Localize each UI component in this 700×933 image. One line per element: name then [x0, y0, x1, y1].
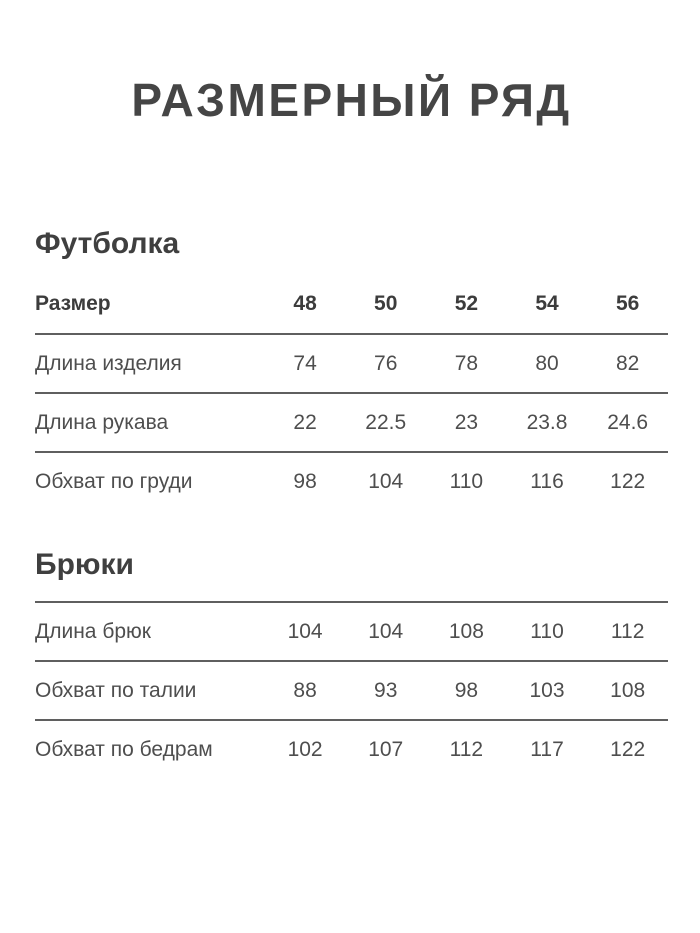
size-column-header: 48 — [265, 275, 346, 334]
measurement-value: 88 — [265, 661, 346, 720]
measurement-value: 98 — [426, 661, 507, 720]
measurement-value: 122 — [610, 738, 646, 761]
measurement-value: 116 — [530, 470, 564, 493]
measurement-value: 22.5 — [345, 393, 426, 452]
size-table-tshirt — [35, 275, 668, 511]
measurement-value: 76 — [345, 334, 426, 393]
measurement-value: 82 — [587, 334, 668, 393]
measurement-value: 117 — [530, 738, 564, 761]
table-row — [35, 720, 668, 779]
table-row — [35, 452, 668, 511]
table-header-row — [35, 275, 668, 334]
table-row — [35, 393, 668, 452]
measurement-value: 98 — [293, 470, 317, 493]
measurement-value: 112 — [449, 738, 484, 761]
row-label: Обхват по груди — [35, 470, 193, 493]
row-label: Длина изделия — [35, 334, 265, 393]
table-row — [35, 661, 668, 720]
measurement-value: 104 — [368, 470, 404, 493]
measurement-value: 74 — [265, 334, 346, 393]
header-size-label: Размер — [35, 275, 265, 334]
measurement-value: 108 — [587, 661, 668, 720]
size-column-header: 54 — [507, 275, 588, 334]
measurement-value: 110 — [449, 470, 484, 493]
measurement-value: 78 — [426, 334, 507, 393]
measurement-value: 112 — [587, 602, 668, 661]
measurement-value: 93 — [345, 661, 426, 720]
measurement-value: 80 — [507, 334, 588, 393]
measurement-value: 24.6 — [587, 393, 668, 452]
table-row — [35, 602, 668, 661]
section-heading-tshirt: Футболка — [35, 227, 180, 260]
measurement-value: 110 — [507, 602, 588, 661]
size-table-trousers — [35, 601, 668, 779]
measurement-value: 108 — [426, 602, 507, 661]
row-label: Обхват по талии — [35, 661, 265, 720]
size-column-header: 50 — [345, 275, 426, 334]
measurement-value: 107 — [368, 738, 404, 761]
measurement-value: 104 — [345, 602, 426, 661]
measurement-value: 23.8 — [507, 393, 588, 452]
section-heading-trousers: Брюки — [35, 548, 134, 581]
measurement-value: 22 — [265, 393, 346, 452]
size-column-header: 52 — [426, 275, 507, 334]
page-title: РАЗМЕРНЫЙ РЯД — [131, 74, 572, 126]
measurement-value: 23 — [426, 393, 507, 452]
measurement-value: 102 — [287, 738, 323, 761]
measurement-value: 103 — [507, 661, 588, 720]
table-row — [35, 334, 668, 393]
row-label: Обхват по бедрам — [35, 738, 213, 761]
size-column-header: 56 — [587, 275, 668, 334]
row-label: Длина рукава — [35, 393, 265, 452]
measurement-value: 104 — [265, 602, 346, 661]
row-label: Длина брюк — [35, 602, 265, 661]
measurement-value: 122 — [610, 470, 646, 493]
